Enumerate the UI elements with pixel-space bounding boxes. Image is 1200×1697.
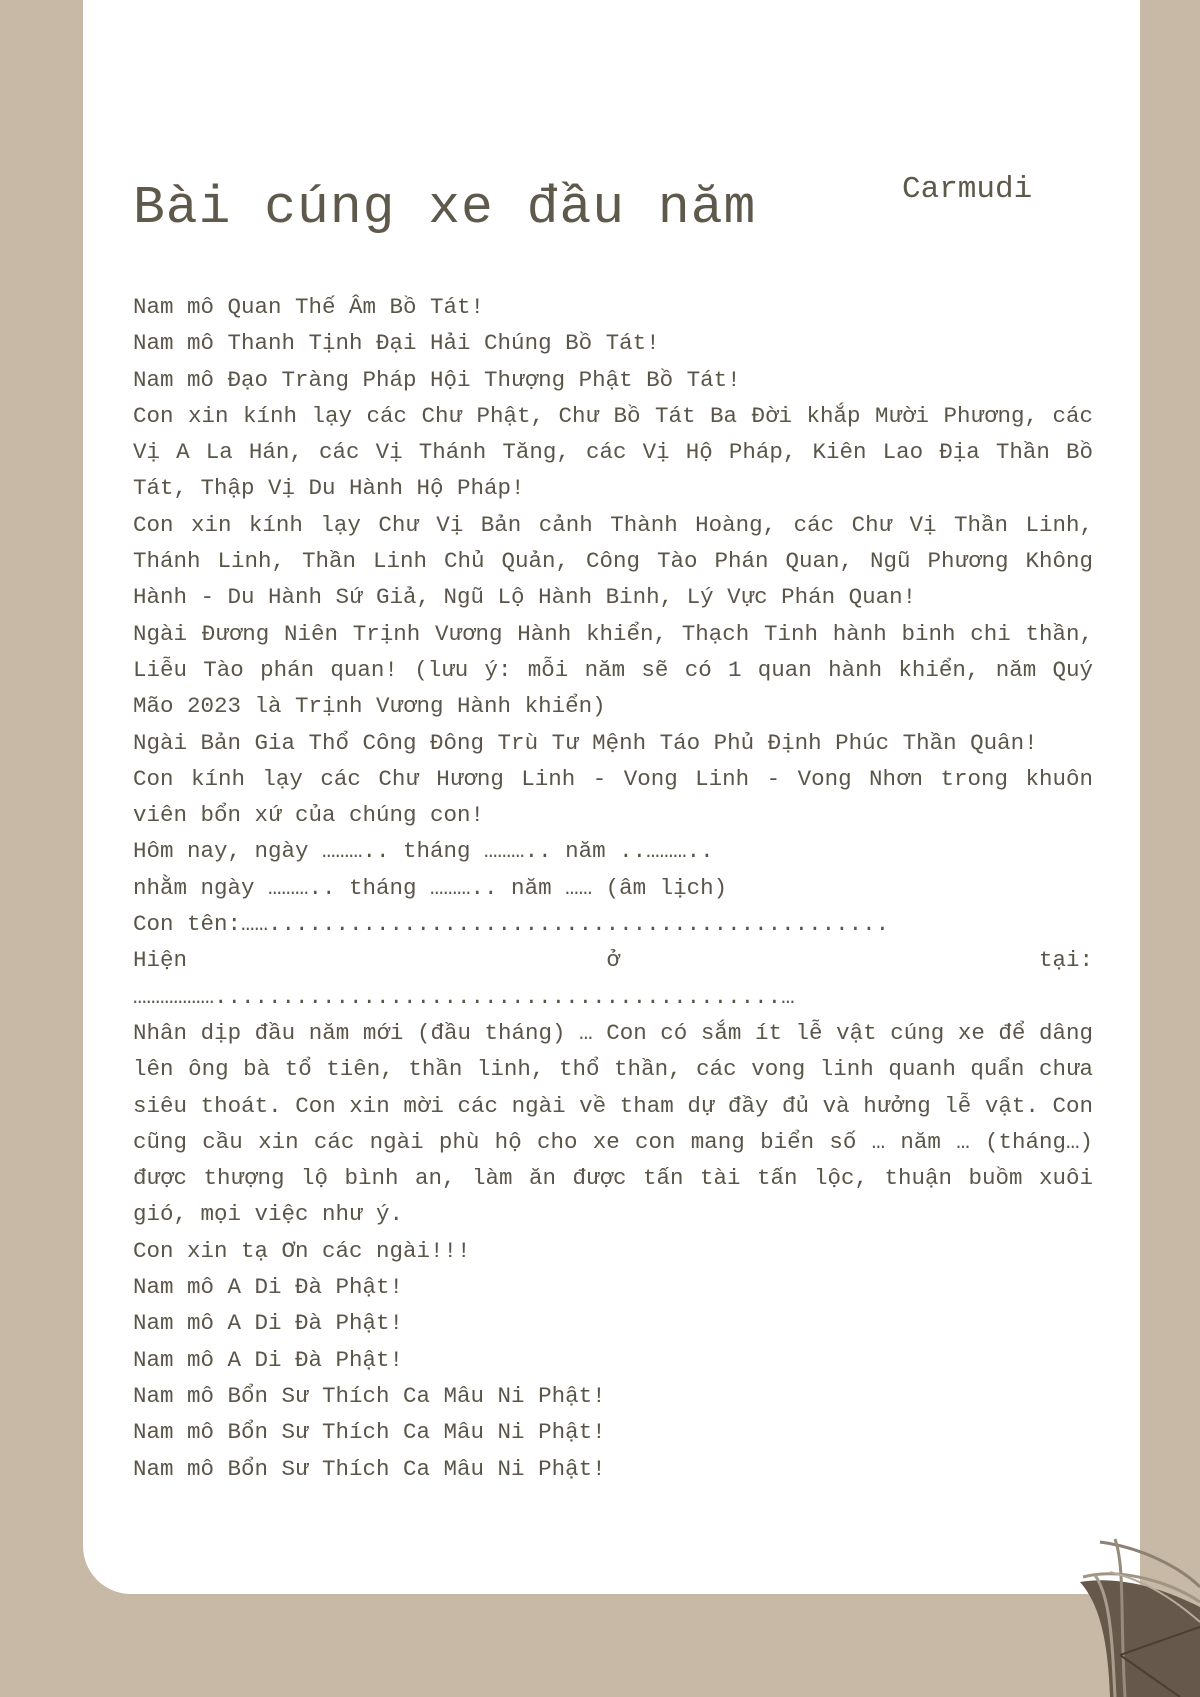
grass-leaf-icon <box>1080 1527 1200 1697</box>
paragraph-thanh-hoang: Con xin kính lạy Chư Vị Bản cảnh Thành Hoàng, các Chư Vị Thần Linh, Thánh Linh, Thần Linh Chủ Quản, Công Tào Phán Quan, Ngũ Phương Không Hành - Du Hành Sứ Giả, Ngũ Lộ Hành Binh, Lý Vực Phán Quan! <box>133 511 1093 611</box>
invocation-line: Nam mô Quan Thế Âm Bồ Tát! <box>133 294 485 320</box>
date-lunar-line: nhằm ngày ……….. tháng ……….. năm …… (âm lịch) <box>133 874 728 901</box>
name-line: Con tên:…….............................................. <box>133 911 890 938</box>
closing-line: Nam mô Bổn Sư Thích Ca Mâu Ni Phật! <box>133 1455 606 1482</box>
address-line: ………………..........................................… <box>133 983 795 1010</box>
author-label: Carmudi <box>902 172 1033 207</box>
address-label-left: Hiện <box>133 947 188 974</box>
date-solar-line: Hôm nay, ngày ……….. tháng ……….. năm ..……….. <box>133 838 714 865</box>
closing-line: Nam mô A Di Đà Phật! <box>133 1274 404 1301</box>
invocation-line: Nam mô Đạo Tràng Pháp Hội Thượng Phật Bồ Tát! <box>133 366 741 393</box>
paragraph-chu-phat: Con xin kính lạy các Chư Phật, Chư Bồ Tát Ba Đời khắp Mười Phương, các Vị A La Hán, các Vị Thánh Tăng, các Vị Hộ Pháp, Kiên Lao Địa Thần Bồ Tát, Thập Vị Du Hành Hộ Pháp! <box>133 402 1093 502</box>
closing-line: Nam mô A Di Đà Phật! <box>133 1346 404 1373</box>
prayer-body <box>133 289 1093 1487</box>
paragraph-vong-linh: Con kính lạy các Chư Hương Linh - Vong Linh - Vong Nhơn trong khuôn viên bổn xứ của chúng con! <box>133 765 1093 829</box>
address-label-row <box>133 942 1093 978</box>
address-label-mid: ở <box>606 947 620 974</box>
address-label-right: tại: <box>1038 947 1093 974</box>
page-title: Bài cúng xe đầu năm <box>133 178 757 238</box>
thanks-line: Con xin tạ Ơn các ngài!!! <box>133 1237 471 1264</box>
closing-line: Nam mô Bổn Sư Thích Ca Mâu Ni Phật! <box>133 1382 606 1409</box>
paragraph-hanh-khien: Ngài Đương Niên Trịnh Vương Hành khiển, Thạch Tinh hành binh chi thần, Liễu Tào phán quan! (lưu ý: mỗi năm sẽ có 1 quan hành khiển, năm Quý Mão 2023 là Trịnh Vương Hành khiển) <box>133 620 1093 720</box>
paragraph-tho-cong: Ngài Bản Gia Thổ Công Đông Trù Tư Mệnh Táo Phủ Định Phúc Thần Quân! <box>133 729 1038 756</box>
closing-line: Nam mô Bổn Sư Thích Ca Mâu Ni Phật! <box>133 1419 606 1446</box>
closing-line: Nam mô A Di Đà Phật! <box>133 1310 404 1337</box>
paragraph-request: Nhân dịp đầu năm mới (đầu tháng) … Con có sắm ít lễ vật cúng xe để dâng lên ông bà tổ tiên, thần linh, thổ thần, các vong linh quanh quẩn chưa siêu thoát. Con xin mời các ngài về tham dự đầy đủ và hưởng lễ vật. Con cũng cầu xin các ngài phù hộ cho xe con mang biển số … năm … (tháng…) được thượng lộ bình an, làm ăn được tấn tài tấn lộc, thuận buồm xuôi gió, mọi việc như ý. <box>133 1019 1093 1228</box>
invocation-line: Nam mô Thanh Tịnh Đại Hải Chúng Bồ Tát! <box>133 330 660 357</box>
